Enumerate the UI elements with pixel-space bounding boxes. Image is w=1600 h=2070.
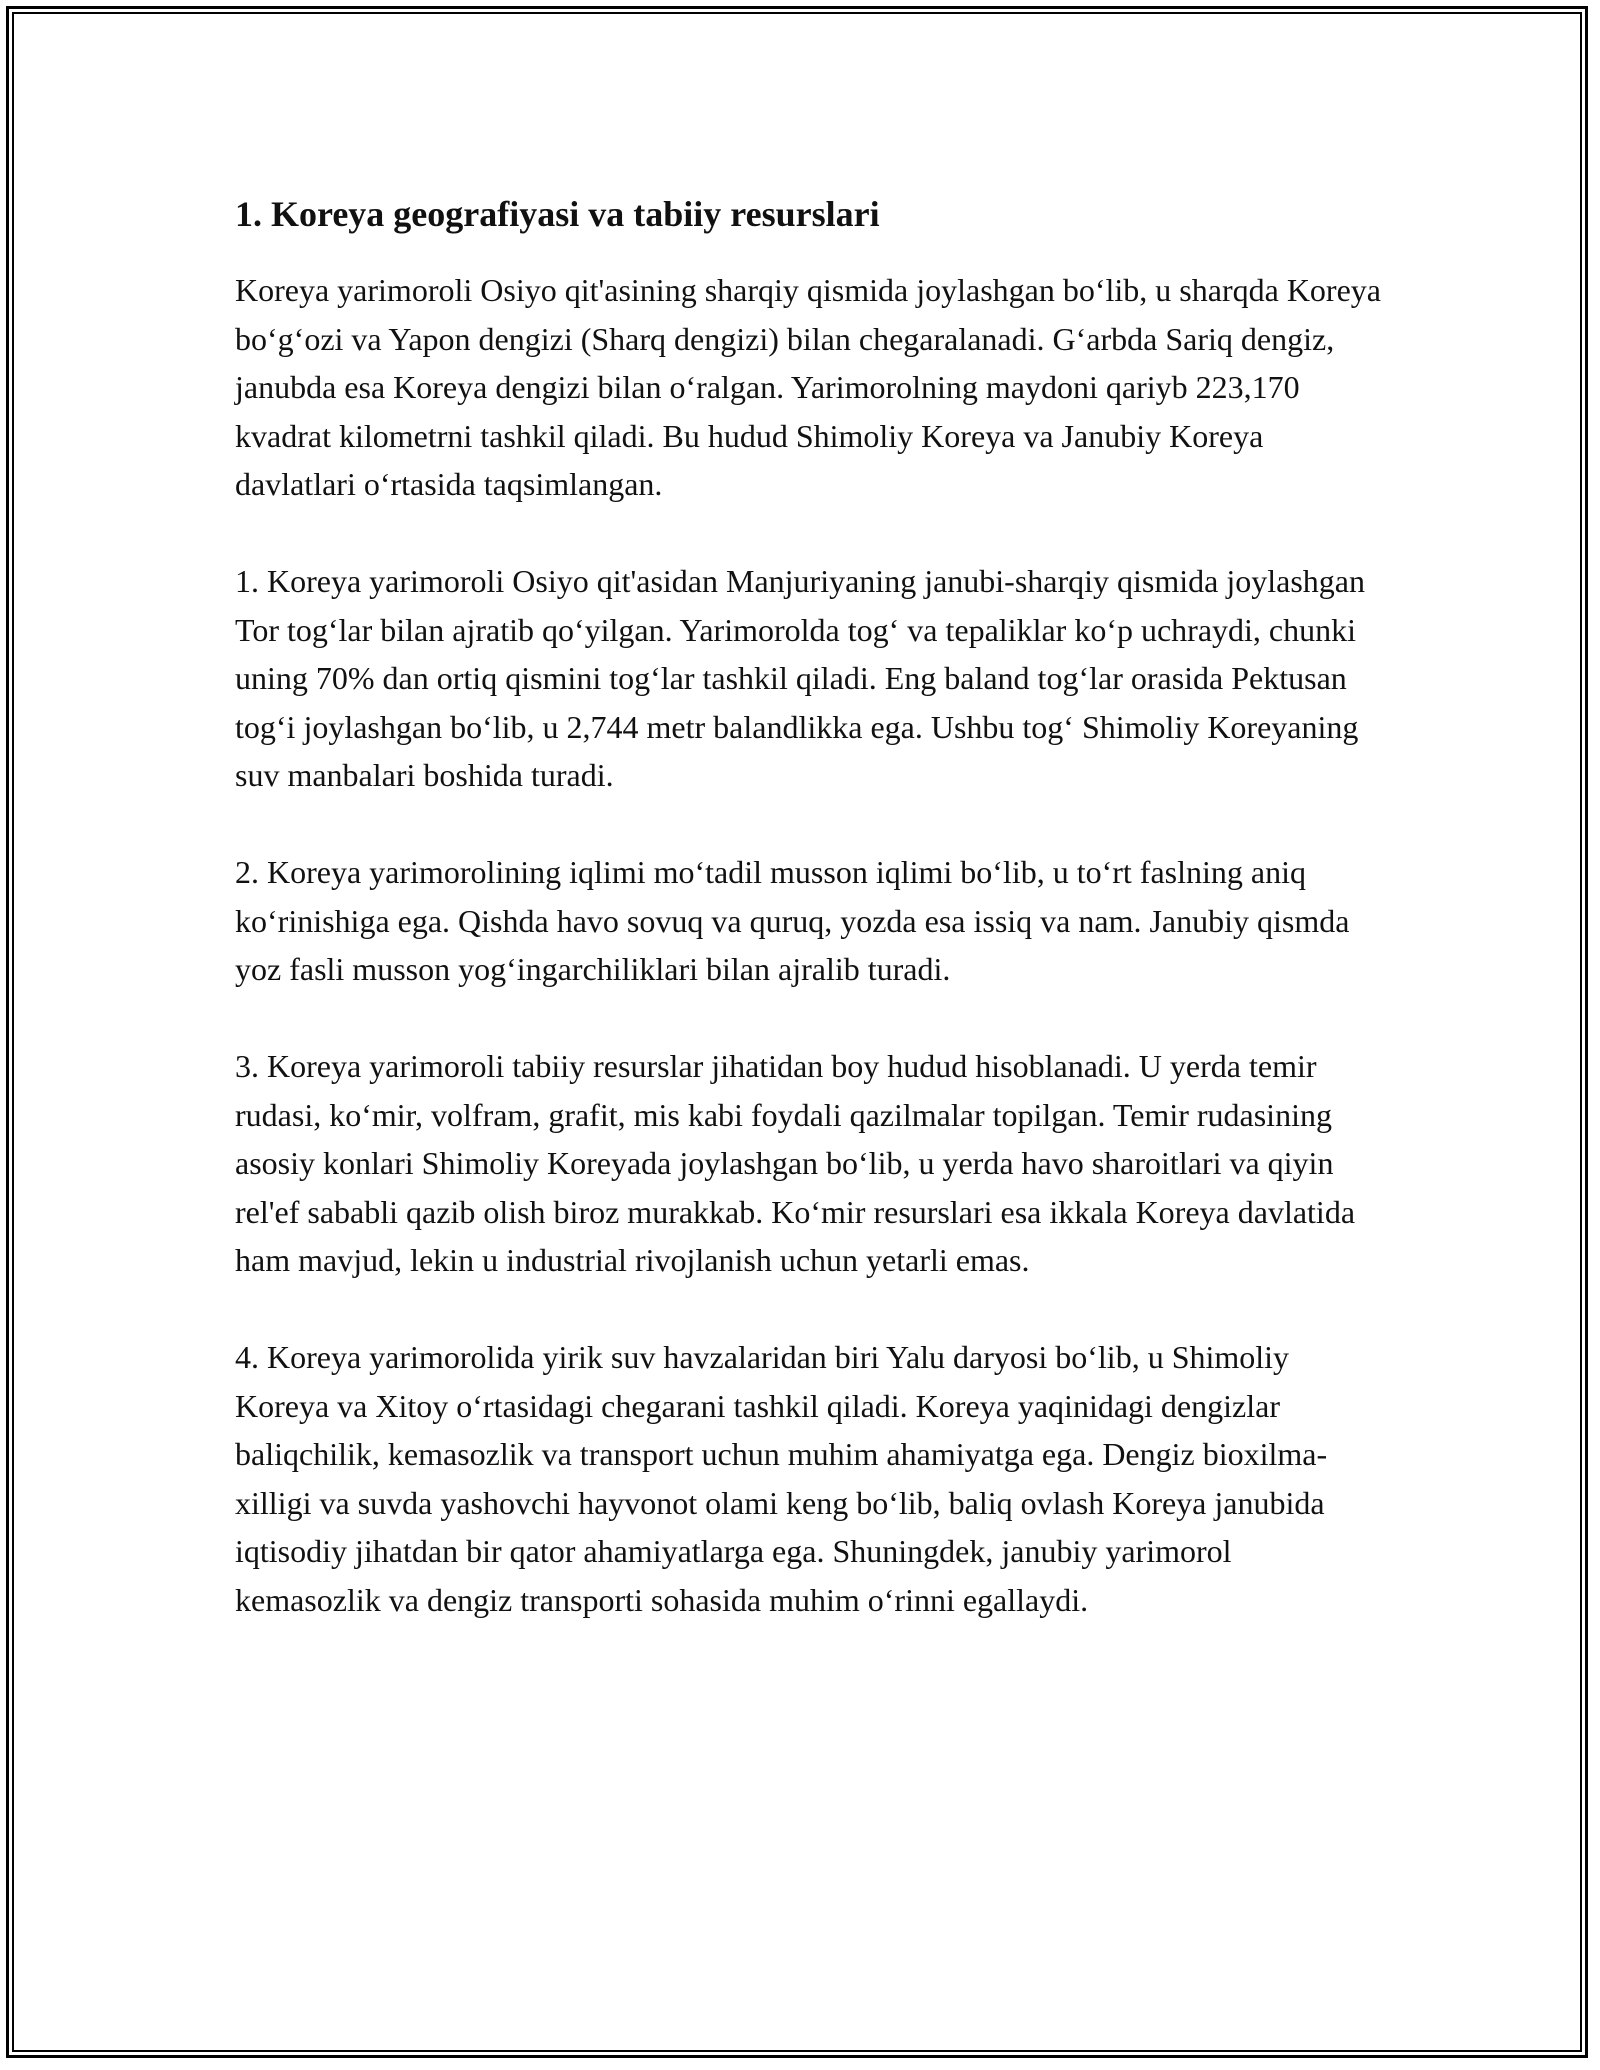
paragraph-intro: Koreya yarimoroli Osiyo qit'asining sharqiy qismida joylashgan boʻlib, u sharqda Koreya boʻgʻozi va Yapon dengizi (Sharq dengizi) bilan chegaralanadi. Gʻarbda Sariq dengiz, janubda esa Koreya dengizi bilan oʻralgan. Yarimorolning maydoni qariyb 223,170 kvadrat kilometrni tashkil qiladi. Bu hudud Shimoliy Koreya va Janubiy Koreya davlatlari oʻrtasida taqsimlangan. [235,272,1381,502]
paragraph-4: 4. Koreya yarimorolida yirik suv havzalaridan biri Yalu daryosi boʻlib, u Shimoliy Koreya va Xitoy oʻrtasidagi chegarani tashkil qiladi. Koreya yaqinidagi dengizlar baliqchilik, kemasozlik va transport uchun muhim ahamiyatga ega. Dengiz bioxilma-xilligi va suvda yashovchi hayvonot olami keng boʻlib, baliq ovlash Koreya janubida iqtisodiy jihatdan bir qator ahamiyatlarga ega. Shuningdek, janubiy yarimorol kemasozlik va dengiz transporti sohasida muhim oʻrinni egallaydi. [235,1339,1328,1618]
paragraph-2: 2. Koreya yarimorolining iqlimi moʻtadil musson iqlimi boʻlib, u toʻrt faslning aniq koʻrinishiga ega. Qishda havo sovuq va quruq, yozda esa issiq va nam. Janubiy qismda yoz fasli musson yogʻingarchiliklari bilan ajralib turadi. [235,854,1350,987]
paragraph-3: 3. Koreya yarimoroli tabiiy resurslar jihatidan boy hudud hisoblanadi. U yerda temir rudasi, koʻmir, volfram, grafit, mis kabi foydali qazilmalar topilgan. Temir rudasining asosiy konlari Shimoliy Koreyada joylashgan boʻlib, u yerda havo sharoitlari va qiyin rel'ef sababli qazib olish biroz murakkab. Koʻmir resurslari esa ikkala Koreya davlatida ham mavjud, lekin u industrial rivojlanish uchun yetarli emas. [235,1048,1356,1278]
paragraph-1: 1. Koreya yarimoroli Osiyo qit'asidan Manjuriyaning janubi-sharqiy qismida joylashgan Tor togʻlar bilan ajratib qoʻyilgan. Yarimorolda togʻ va tepaliklar koʻp uchraydi, chunki uning 70% dan ortiq qismini togʻlar tashkil qiladi. Eng baland togʻlar orasida Pektusan togʻi joylashgan boʻlib, u 2,744 metr balandlikka ega. Ushbu togʻ Shimoliy Koreyaning suv manbalari boshida turadi. [235,563,1365,793]
document-body [235,188,1385,1673]
document-title: 1. Koreya geografiyasi va tabiiy resurslari [235,194,880,234]
